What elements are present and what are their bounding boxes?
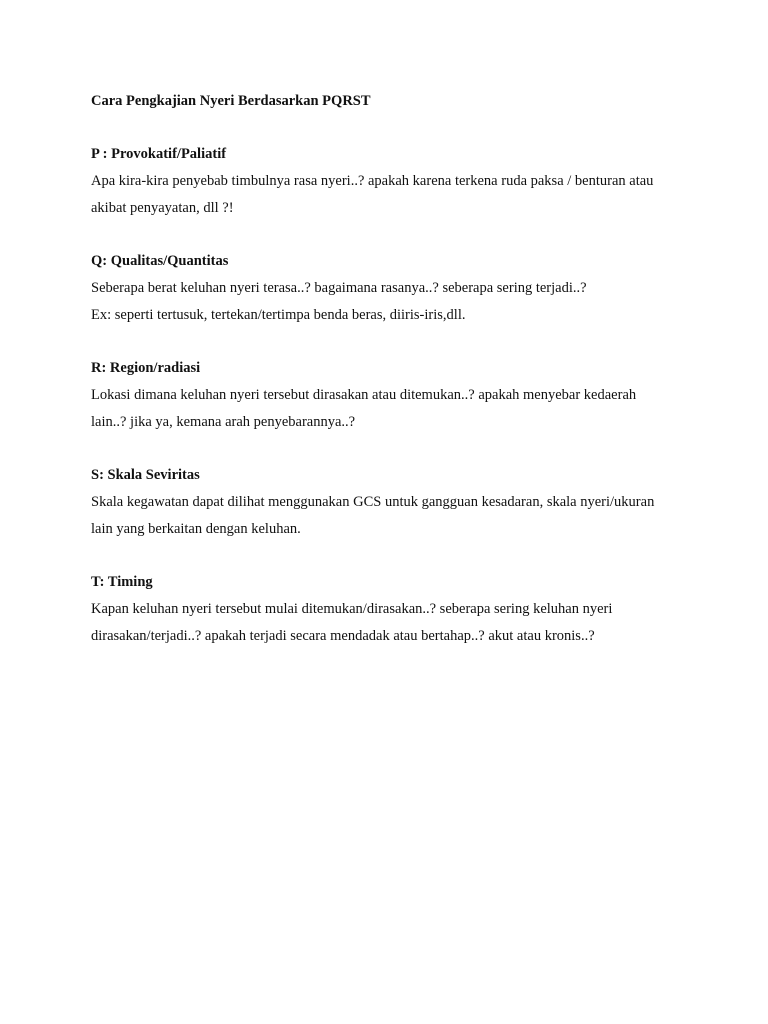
section-heading: Q: Qualitas/Quantitas <box>91 253 229 269</box>
section-text-line: Seberapa berat keluhan nyeri terasa..? bagaimana rasanya..? seberapa sering terjadi..? <box>91 280 587 296</box>
section-text-line: Skala kegawatan dapat dilihat menggunakan GCS untuk gangguan kesadaran, skala nyeri/ukuran <box>91 494 655 510</box>
section-text-line: lain..? jika ya, kemana arah penyebarannya..? <box>91 414 356 430</box>
document-title: Cara Pengkajian Nyeri Berdasarkan PQRST <box>91 93 371 109</box>
section-heading: P : Provokatif/Paliatif <box>91 146 227 162</box>
section-provokatif-paliatif <box>91 141 691 222</box>
section-qualitas-quantitas <box>91 248 691 329</box>
document-body <box>91 88 691 676</box>
section-text-line: Lokasi dimana keluhan nyeri tersebut dirasakan atau ditemukan..? apakah menyebar kedaerah <box>91 387 637 403</box>
section-timing <box>91 569 691 650</box>
section-text-line: Apa kira-kira penyebab timbulnya rasa nyeri..? apakah karena terkena ruda paksa / benturan atau <box>91 173 654 189</box>
section-text-line: akibat penyayatan, dll ?! <box>91 200 234 216</box>
section-heading: R: Region/radiasi <box>91 360 201 376</box>
section-text-line: Kapan keluhan nyeri tersebut mulai ditemukan/dirasakan..? seberapa sering keluhan nyeri <box>91 601 613 617</box>
section-heading: T: Timing <box>91 574 153 590</box>
section-text-line: dirasakan/terjadi..? apakah terjadi secara mendadak atau bertahap..? akut atau kronis..? <box>91 628 595 644</box>
section-region-radiasi <box>91 355 691 436</box>
section-text-line: lain yang berkaitan dengan keluhan. <box>91 521 301 537</box>
section-text-line: Ex: seperti tertusuk, tertekan/tertimpa benda beras, diiris-iris,dll. <box>91 307 466 323</box>
section-skala-seviritas <box>91 462 691 543</box>
section-heading: S: Skala Seviritas <box>91 467 200 483</box>
